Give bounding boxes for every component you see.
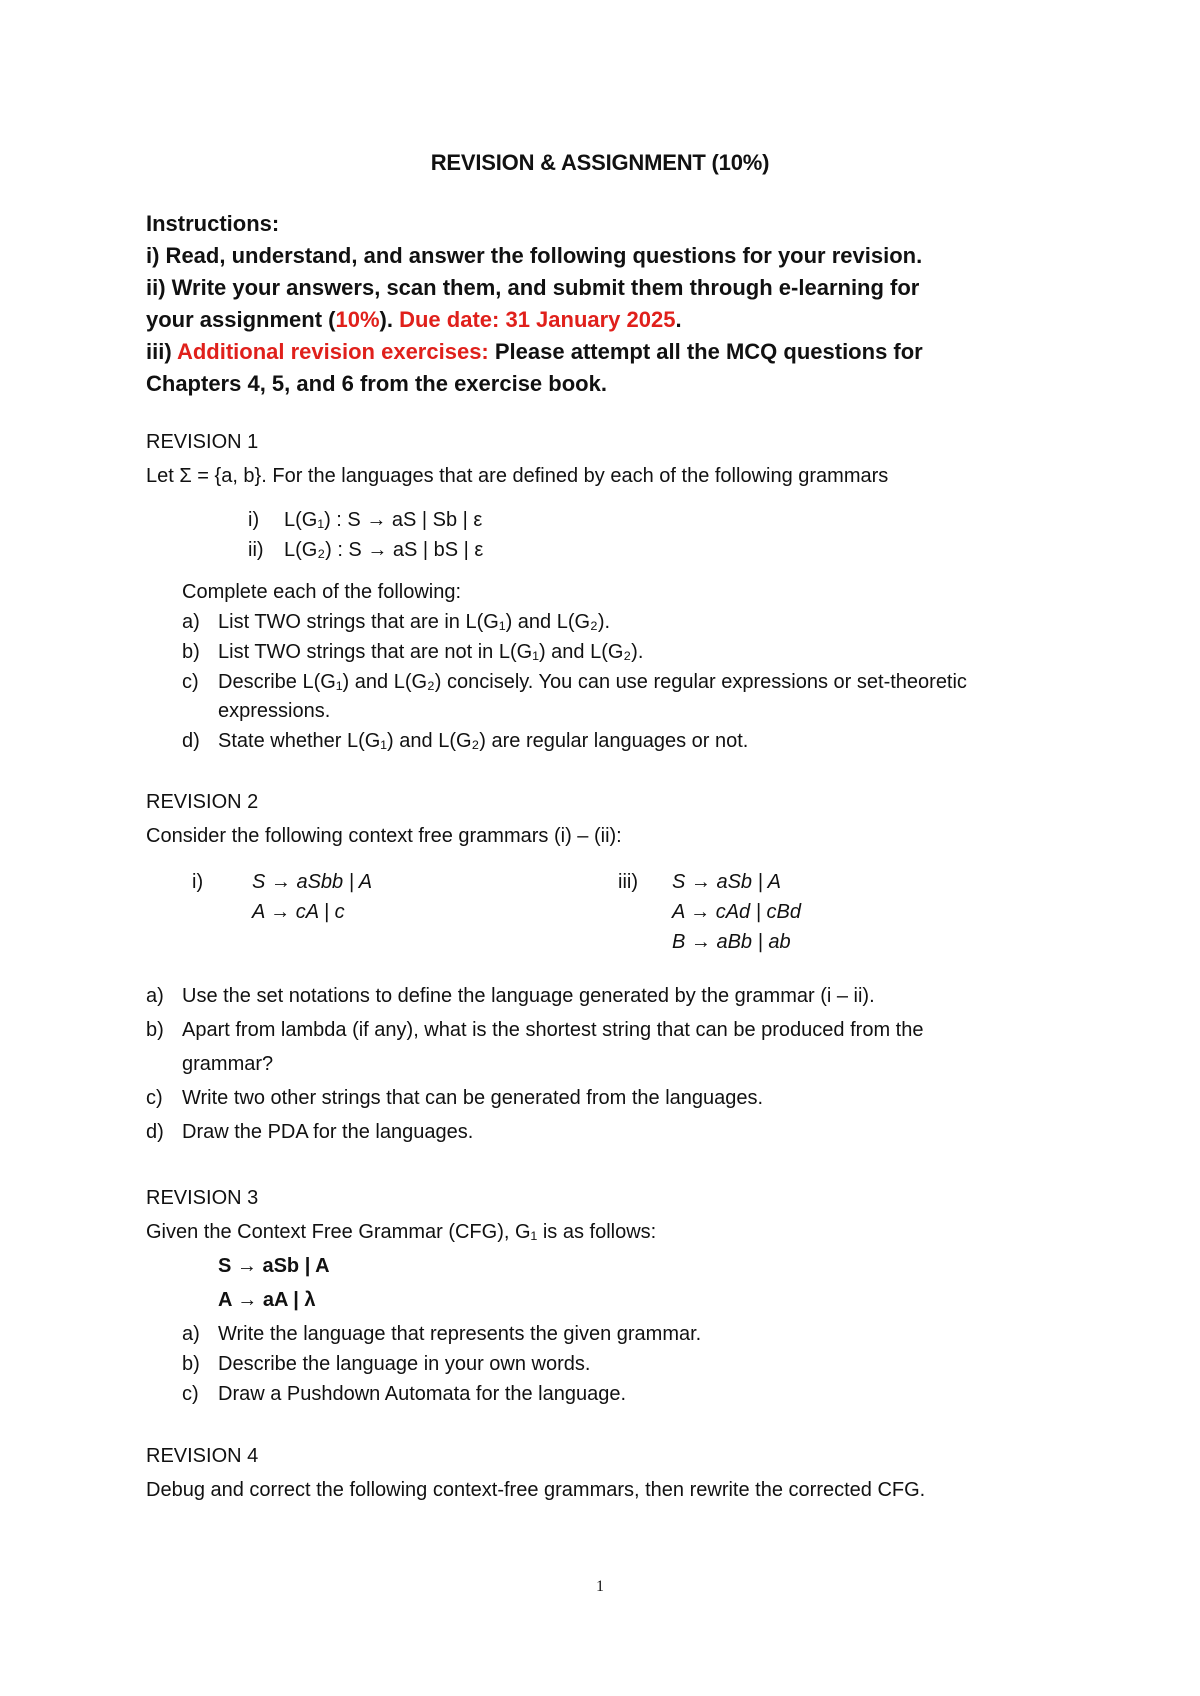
text-span: b) [182, 641, 200, 663]
grammar-iii-line2: A → cAd | cBd [672, 901, 801, 923]
r2-item-b-cont [146, 1050, 273, 1078]
text-span: expressions. [218, 700, 331, 722]
r1-item-c [182, 668, 967, 696]
text-span: State whether L(G₁) and L(G₂) are regular languages or not. [218, 730, 749, 752]
text-span: Draw a Pushdown Automata for the language. [218, 1383, 627, 1405]
r2-item-c [146, 1084, 763, 1112]
r2-item-d [146, 1118, 473, 1146]
text-span: c) [182, 1383, 199, 1405]
text-span: d) [182, 730, 200, 752]
revision-3-intro: Given the Context Free Grammar (CFG), G₁ is as follows: [146, 1221, 657, 1243]
revision-1-intro: Let Σ = {a, b}. For the languages that are defined by each of the following grammars [146, 465, 889, 487]
instruction-ii-line2 [146, 304, 682, 336]
page-number: 1 [596, 1578, 604, 1595]
text-span: b) [146, 1019, 164, 1041]
text-span: Write two other strings that can be generated from the languages. [182, 1087, 764, 1109]
text-span: List TWO strings that are not in L(G₁) and L(G₂). [218, 641, 644, 663]
text-span: a) [146, 985, 164, 1007]
text-span: d) [146, 1121, 164, 1143]
revision-1-lead: Complete each of the following: [182, 581, 462, 603]
grammar-i-label: i) [192, 871, 204, 893]
text-span: i) [248, 509, 260, 531]
grammar-iii-line3: B → aBb | ab [672, 931, 791, 953]
text-span: a) [182, 611, 200, 633]
r3-item-c [182, 1380, 626, 1408]
r2-item-a [146, 982, 875, 1010]
text-span: Draw the PDA for the languages. [182, 1121, 474, 1143]
grammar-iii-line1: S → aSb | A [672, 871, 781, 893]
text-span: b) [182, 1353, 200, 1375]
text-span: ii) [248, 539, 264, 561]
text-span: grammar? [182, 1053, 274, 1075]
text-span: L(G₁) : S → aS | Sb | ε [284, 509, 483, 531]
additional-exercises-label: Additional revision exercises: [176, 339, 489, 364]
r2-item-b [146, 1016, 923, 1044]
text-span: Apart from lambda (if any), what is the shortest string that can be produced from the [182, 1019, 924, 1041]
text-span: Write the language that represents the given grammar. [218, 1323, 702, 1345]
due-date: Due date: 31 January 2025 [399, 307, 676, 332]
grammar-i-line1: S → aSbb | A [252, 871, 373, 893]
text-span: List TWO strings that are in L(G₁) and L(G₂). [218, 611, 611, 633]
r3-item-a [182, 1320, 701, 1348]
text-span: your assignment ( [146, 307, 336, 332]
revision-3-heading: REVISION 3 [146, 1187, 259, 1209]
instruction-iii-line2: Chapters 4, 5, and 6 from the exercise book. [146, 371, 607, 396]
text-span: Please attempt all the MCQ questions for [494, 339, 923, 364]
text-span: a) [182, 1323, 200, 1345]
text-span: Describe the language in your own words. [218, 1353, 591, 1375]
grammar-g1 [248, 506, 482, 534]
revision-4-heading: REVISION 4 [146, 1445, 259, 1467]
instruction-ii-line1: ii) Write your answers, scan them, and submit them through e-learning for [146, 275, 920, 300]
text-span: iii) [146, 339, 172, 364]
grammar-i-line2: A → cA | c [252, 901, 345, 923]
page-title: REVISION & ASSIGNMENT (10%) [430, 150, 770, 175]
revision-2-heading: REVISION 2 [146, 791, 259, 813]
revision-1-heading: REVISION 1 [146, 431, 259, 453]
revision-4-intro: Debug and correct the following context-free grammars, then rewrite the corrected CFG. [146, 1479, 926, 1501]
instructions-heading: Instructions: [146, 211, 280, 236]
instruction-iii-line1 [146, 336, 923, 368]
text-span: ). [379, 307, 393, 332]
text-span: c) [146, 1087, 163, 1109]
grammar-iii-label: iii) [618, 871, 638, 893]
grammar-g2 [248, 536, 483, 564]
r3-item-b [182, 1350, 590, 1378]
text-span: L(G₂) : S → aS | bS | ε [284, 539, 484, 561]
instruction-i: i) Read, understand, and answer the following questions for your revision. [146, 243, 923, 268]
r1-item-c-cont [182, 697, 330, 725]
r3-rule-2: A → aA | λ [218, 1289, 316, 1311]
r3-rule-1: S → aSb | A [218, 1255, 330, 1277]
text-span: Use the set notations to define the language generated by the grammar (i – ii). [182, 985, 875, 1007]
r1-item-b [182, 638, 643, 666]
revision-2-intro: Consider the following context free grammars (i) – (ii): [146, 825, 622, 847]
text-span: c) [182, 671, 199, 693]
weight-percent: 10% [335, 307, 380, 332]
r1-item-a [182, 608, 610, 636]
r1-item-d [182, 727, 748, 755]
text-span: . [675, 307, 682, 332]
text-span: Describe L(G₁) and L(G₂) concisely. You can use regular expressions or set-theoretic [218, 671, 967, 693]
